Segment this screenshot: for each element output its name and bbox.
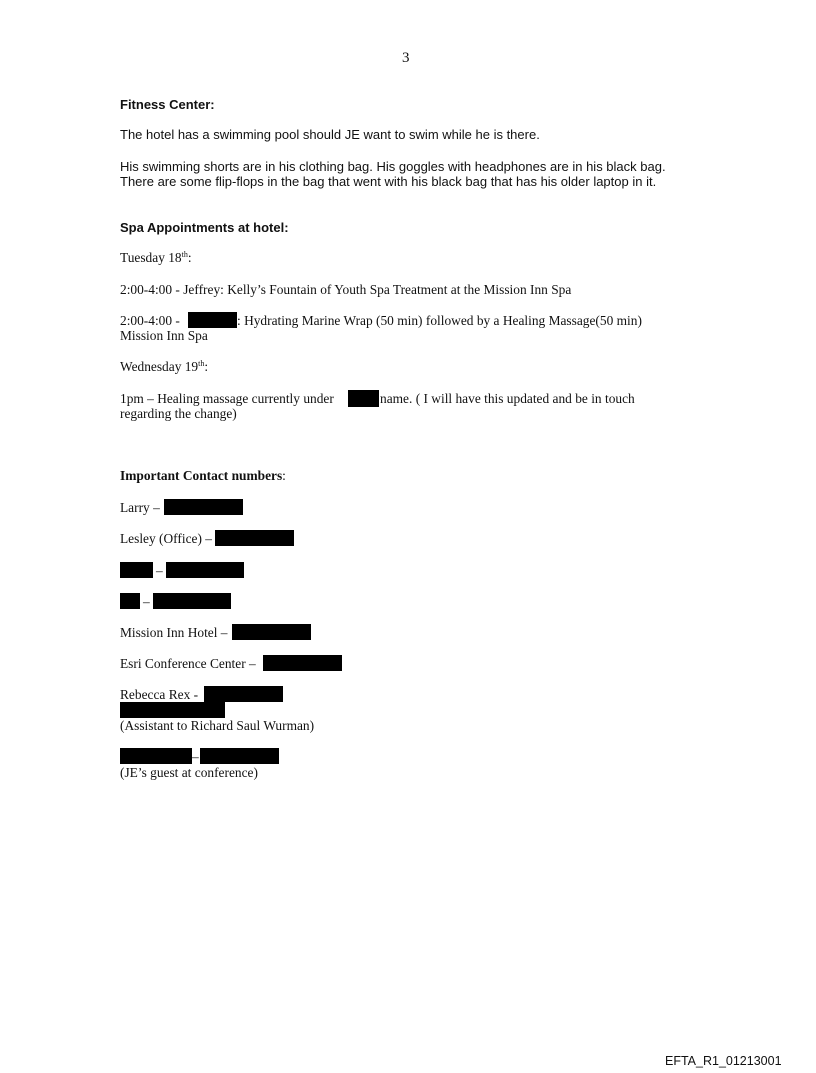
spa-appointment-3-prefix: 1pm – Healing massage currently under [120,391,334,406]
contact-esri-label: Esri Conference Center – [120,656,256,671]
redaction-bar [263,655,342,671]
contact-lesley-label: Lesley (Office) – [120,531,212,546]
contact-larry-label: Larry – [120,500,160,515]
spa-day-tuesday-text: Tuesday 18 [120,250,182,265]
redaction-bar [120,593,140,609]
contacts-heading-text: Important Contact numbers [120,468,283,483]
spa-day-wednesday-text: Wednesday 19 [120,359,199,374]
redaction-bar [215,530,294,546]
spa-day-tuesday [120,250,192,266]
fitness-paragraph-1: The hotel has a swimming pool should JE want to swim while he is there. [120,127,540,142]
spa-appointment-2-suffix: : Hydrating Marine Wrap (50 min) followed by a Healing Massage(50 min) [237,313,642,328]
contact-rebecca-label: Rebecca Rex - [120,687,199,702]
contact-mission-inn-label: Mission Inn Hotel – [120,625,228,640]
spa-heading: Spa Appointments at hotel: [120,220,289,235]
redaction-bar [164,499,243,515]
fitness-paragraph-2-line-2: There are some flip-flops in the bag that went with his black bag that has his older laptop in it. [120,174,657,189]
spa-day-tuesday-colon: : [187,250,192,265]
contacts-heading [120,468,286,484]
spa-day-tuesday-ordinal: th [181,250,188,259]
redaction-bar [232,624,311,640]
redaction-bar [120,748,192,764]
spa-day-wednesday-colon: : [204,359,209,374]
redaction-bar [120,562,153,578]
redaction-bar [166,562,244,578]
contact-guest-dash: – [192,749,199,764]
redaction-bar [204,686,283,702]
spa-appointment-3-suffix: name. ( I will have this updated and be in touch [380,391,635,406]
redaction-bar [348,390,379,407]
contact-dash: – [143,594,150,609]
spa-day-wednesday [120,359,208,375]
spa-appointment-2-location: Mission Inn Spa [120,328,208,343]
contact-rebecca-note: (Assistant to Richard Saul Wurman) [120,718,315,733]
fitness-heading: Fitness Center: [120,97,215,112]
redaction-bar [153,593,231,609]
redaction-bar [200,748,279,764]
contacts-heading-colon: : [282,468,286,483]
redaction-bar [188,312,237,328]
contact-dash: – [156,563,163,578]
page-number: 3 [402,50,410,66]
redaction-bar [120,702,225,718]
fitness-paragraph-2-line-1: His swimming shorts are in his clothing bag. His goggles with headphones are in his black bag. [120,159,666,174]
document-id: EFTA_R1_01213001 [665,1054,782,1068]
spa-appointment-2-prefix: 2:00-4:00 - [120,313,180,328]
spa-appointment-3-line-2: regarding the change) [120,406,237,421]
spa-day-wednesday-ordinal: th [198,359,205,368]
contact-guest-note: (JE’s guest at conference) [120,765,258,780]
spa-appointment-jeffrey: 2:00-4:00 - Jeffrey: Kelly’s Fountain of Youth Spa Treatment at the Mission Inn Spa [120,282,572,297]
